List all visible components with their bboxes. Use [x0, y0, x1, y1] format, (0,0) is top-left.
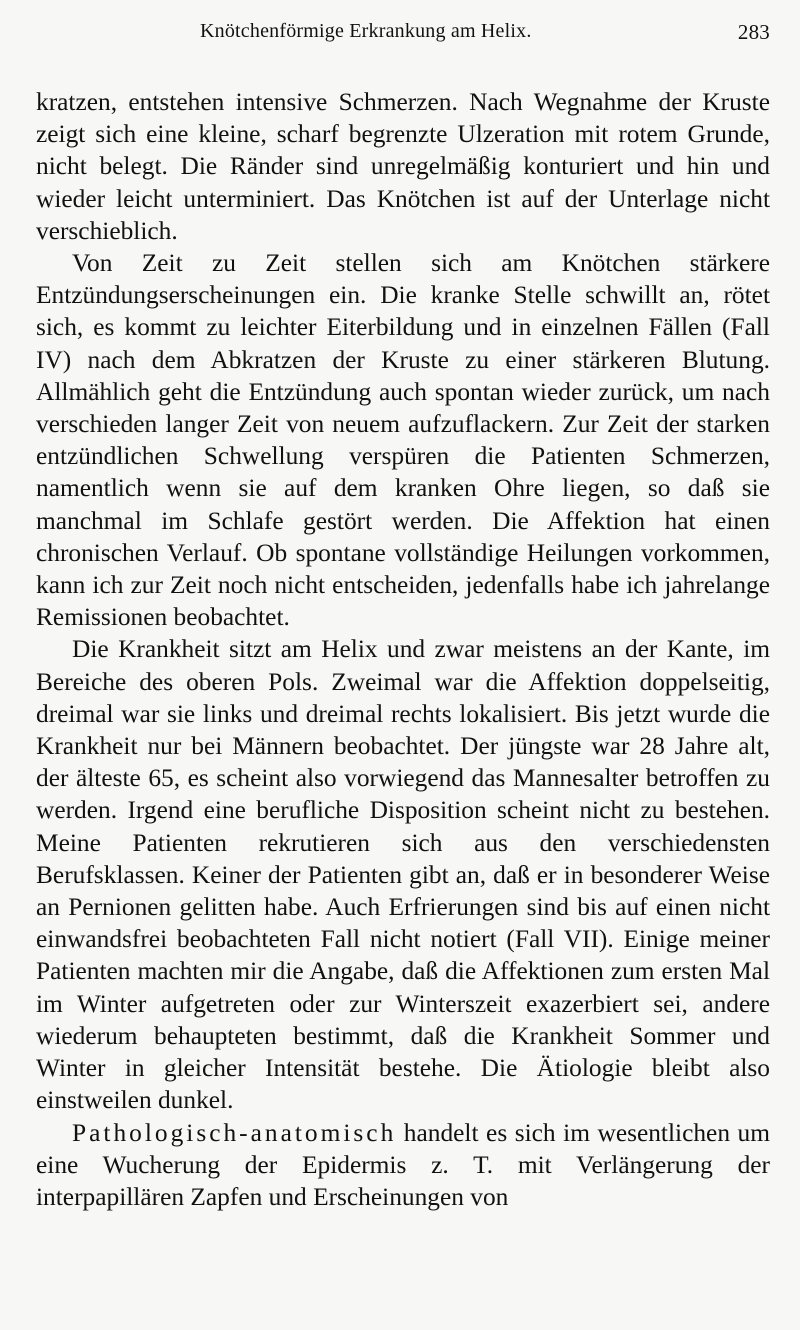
- paragraph-2: Von Zeit zu Zeit stellen sich am Knötchen stärkere Entzündungserscheinungen ein. Die kranke Stelle schwillt an, rötet sich, es kommt zu leichter Eiterbildung und in einzelnen Fällen (Fall IV) nach dem Abkratzen der Kruste zu einer stärkeren Blutung. Allmählich geht die Entzündung auch spontan wieder zurück, um nach verschieden langer Zeit von neuem aufzuflackern. Zur Zeit der starken entzündlichen Schwellung verspüren die Patienten Schmerzen, namentlich wenn sie auf dem kranken Ohre liegen, so daß sie manchmal im Schlafe gestört werden. Die Affektion hat einen chronischen Verlauf. Ob spontane vollständige Heilungen vorkommen, kann ich zur Zeit noch nicht entscheiden, jedenfalls habe ich jahrelange Remissionen beobachtet.: [36, 249, 770, 632]
- running-head: [36, 14, 770, 48]
- body-text: [36, 86, 770, 1213]
- running-title: Knötchenförmige Erkrankung am Helix.: [200, 20, 532, 42]
- book-page: [36, 14, 770, 1320]
- page-number: 283: [737, 20, 770, 44]
- paragraph-4-text: handelt es sich im wesentlichen um eine Wucherung der Epidermis z. T. mit Verlängerung der interpapillären Zapfen und Erscheinungen von: [36, 1118, 770, 1211]
- paragraph-1: kratzen, entstehen intensive Schmerzen. Nach Wegnahme der Kruste zeigt sich eine kleine, scharf begrenzte Ulzeration mit rotem Grunde, nicht belegt. Die Ränder sind unregelmäßig konturiert und hin und wieder leicht unterminiert. Das Knötchen ist auf der Unterlage nicht verschieblich.: [36, 88, 770, 245]
- paragraph-3: Die Krankheit sitzt am Helix und zwar meistens an der Kante, im Bereiche des oberen Pols. Zweimal war die Affektion doppelseitig, dreimal war sie links und dreimal rechts lokalisiert. Bis jetzt wurde die Krankheit nur bei Männern beobachtet. Der jüngste war 28 Jahre alt, der älteste 65, es scheint also vorwiegend das Mannesalter betroffen zu werden. Irgend eine berufliche Disposition scheint nicht zu bestehen. Meine Patienten rekrutieren sich aus den verschiedensten Berufsklassen. Keiner der Patienten gibt an, daß er in besonderer Weise an Pernionen gelitten habe. Auch Erfrierungen sind bis auf einen nicht einwandsfrei beobachteten Fall nicht notiert (Fall VII). Einige meiner Patienten machten mir die Angabe, daß die Affektionen zum ersten Mal im Winter aufgetreten oder zur Winterszeit exazerbiert sei, andere wiederum behaupteten bestimmt, daß die Krankheit Sommer und Winter in gleicher Intensität bestehe. Die Ätiologie bleibt also einstweilen dunkel.: [36, 635, 770, 1115]
- spaced-heading-term: Pathologisch-anatomisch: [72, 1118, 397, 1147]
- paragraph-4: [36, 1117, 770, 1214]
